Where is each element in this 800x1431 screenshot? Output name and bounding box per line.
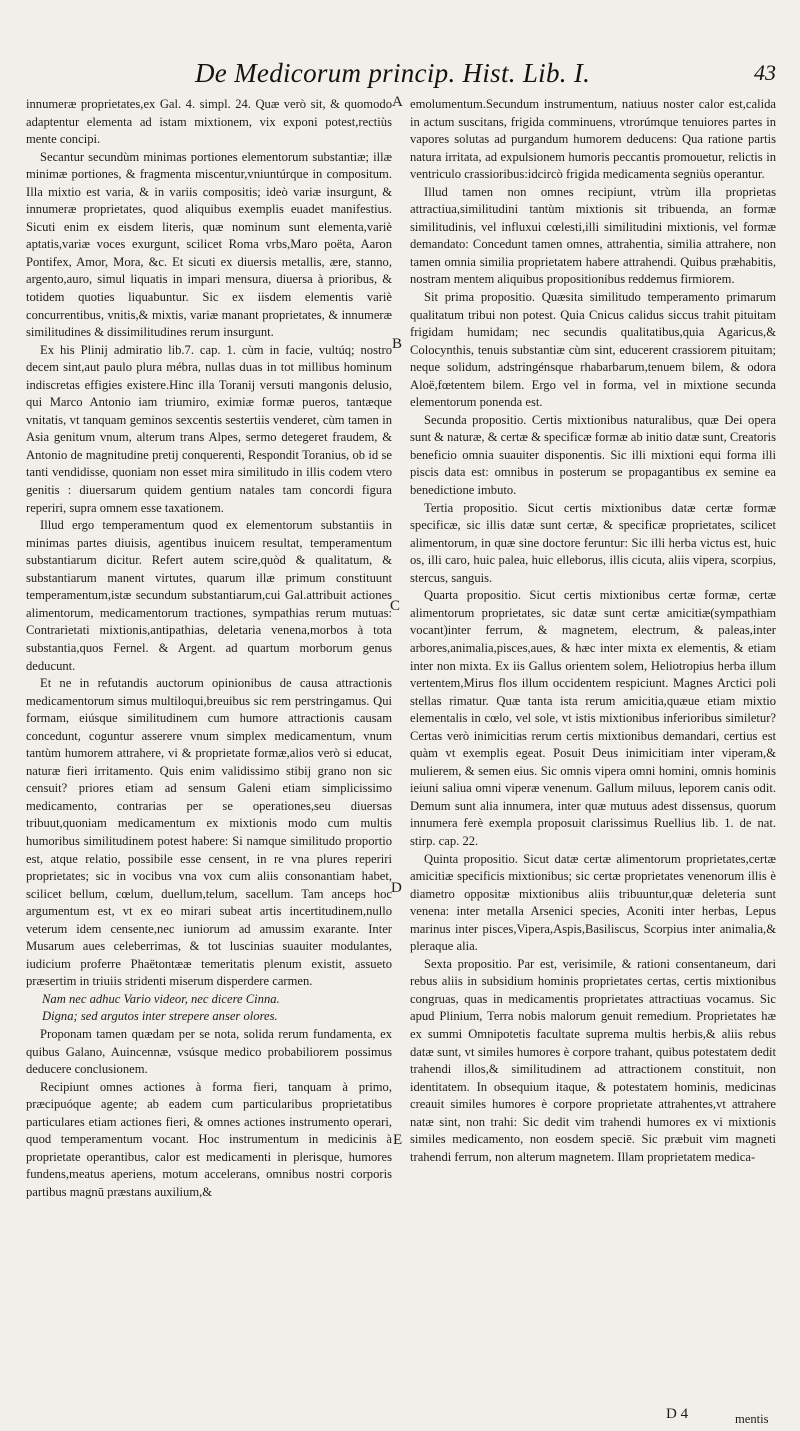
paragraph: Proponam tamen quædam per se nota, solida rerum fundamenta, ex quibus Galano, Auincennæ, vsúsque medico probabiliorem possimus deducere conclusionem. bbox=[26, 1026, 392, 1077]
page-number: 43 bbox=[754, 60, 776, 85]
signature-mark: D 4 bbox=[666, 1406, 689, 1422]
catchword: mentis bbox=[735, 1412, 769, 1426]
right-column bbox=[410, 96, 776, 1166]
paragraph: Illud tamen non omnes recipiunt, vtrùm illa proprietas attractiua,similitudini tantùm mixtionis sit tribuenda, an formæ similitudinis, vel influxui cœlesti,illi similitudini mixtionis, vel formæ demandato: Concedunt tamen omnes, attrahentia, similia attrahere, non tamen omnia similia proprietatem habere attrahendi. Quibus præhabitis, nostram mentem aliquibus propositionibus reddemus firmiorem. bbox=[410, 184, 776, 287]
margin-letter-d: D bbox=[391, 880, 402, 896]
paragraph: Et ne in refutandis auctorum opinionibus de causa attractionis medicamentorum simus multiloqui,breuibus sic rem perstringamus. Qui formam, eiúsque similitudinem cum humore attractionis causam concedunt, coguntur asserere vnum simplex medicamentum, vnum tantùm humorem attrahere, vi & proprietate formæ,alios verò si educat, naturæ fieri irritamento. Quis enim validissimo stibij grano non sic censuit? priores etiam ad sensum Galeni etiam simplicissimo medicamento, contrarias per se operationes,seu diuersas tribuut,quoniam medicamentum ex mixtionis modo cum multis humoribus similitudinem potest habere: Si namque similitudo proportio est, atque relatio, possibile esse censent, in re vna plures reperiri proprietates; sic in vocibus vna vox cum aliis consonantiam habet, scilicet bellum, cœlum, duellum,telum, sacellum. Tam anceps hoc argumentum est, vt ex eo mirari subeat artis incertitudinem,nullo veterum idem censente,nec iuniorum ad amussim exarante. Inter Musarum aues celeberrimas, & tot luscinias suauiter modulantes, iudicium proferre Phaëtontææ temeritatis plenum existit, assueto præsertim in triuiis stridenti miserum disperdere carmen. bbox=[26, 676, 392, 989]
paragraph: Recipiunt omnes actiones à forma fieri, tanquam à primo, præcipuóque agente; ab eadem cum particularibus proprietatibus particulares etiam actiones fieri, & omnes actiones instrumento operari, quod temperamentum vocant. Hoc instrumentum in medicinis à proprietate operantibus, calor est medicamenti in plerisque, humores fundens,meatus aperiens, motum accelerans, omnibus nostri corporis partibus magnū præstans auxilium,& bbox=[26, 1079, 392, 1199]
paragraph: Quarta propositio. Sicut certis mixtionibus certæ formæ, certæ alimentorum proprietates, sic datæ sunt certæ amicitiæ(sympathiam vocant)inter ferrum, & magnetem, electrum, & paleas,inter arbores,animalia,pisces,aues, & hæc inter mixta ex elementis, & etiam inter non mixta. Ex iis Gallus orientem solem, Heliotropius herba illum vertentem,Mirus flos illum occidentem respiciunt. Magnes Arctici poli stellas rimatur. Quæ tanta ista rerum amicitia,quæue etiam mixtio elementalis in cœlo, vel sole, vt istis mixtionibus inferioribus similetur? Certas verò inimicitias rerum certis mixtionibus demandari, certius est quàm vt exemplis egeat. Posuit Deus inimicitiam inter viperam,& mulierem, & semen eius. Sic omnis vipera omni homini, omnis hominis ieiuni saliua omni viperæ venenum. Gallum miluus, leporem canis odit. Demum sunt alia innumera, inter quæ mutuus adest dissensus, quorum innumera ferè exempla proposuit clarissimus Ruellius lib. 1. de nat. stirp. cap. 22. bbox=[410, 588, 776, 848]
paragraph: Quinta propositio. Sicut datæ certæ alimentorum proprietates,certæ amicitiæ specificis mixtionibus; sic certæ proprietates venenorum illis è diametro oppositæ mixtionibus aliis tribuuntur,quæ deleteria sunt venena: inter metalla Arsenici species, Aconiti inter herbas, Lepus marinus inter pisces,Vipera,Aspis,Basiliscus, Scorpius inter animalia,& pleraque alia. bbox=[410, 851, 776, 954]
paragraph: Sexta propositio. Par est, verisimile, & rationi consentaneum, dari rebus aliis in subsidium hominis proprietates certas, certis mixtionibus congruas, quas in medicamentis proprietates attractiuas vocamus. Sic apud Plinium, Terra nobis malorum genuit remedium. Proprietates hæ ex summi Omnipotetis facultate suprema multis herbis,& aliis rebus datæ sunt, vt similes humores è corpore trahant, quibus potestatem dedit trahendi illos,& similitudinem ad attractionem constituit, non identitatem. In obsequium itaque, & potestatem hominis, medicinas creauit similes humores è corpore proprietate attrahentes,vt attrahere natæ sint, non trahi: Sic dedit vim trahendi humores ex vi mixtionis similes medicamento, non eosdem speciē. Sic præbuit vim magneti trahendi ferrum, non alterum magnetem. Illam proprietatem medica- bbox=[410, 956, 776, 1164]
verse-quote: Nam nec adhuc Vario videor, nec dicere Cinna. bbox=[42, 991, 280, 1006]
column-gutter bbox=[400, 100, 401, 1400]
margin-letter-a: A bbox=[392, 94, 403, 110]
paragraph: Illud ergo temperamentum quod ex elementorum substantiis in minimas partes diuisis, agentibus inuicem resultat, temperamentum substantiarum dicitur. Refert autem scire,quòd & qualitatum, & substantiarum manent virtutes, quarum illæ primum constituunt temperamentum,istæ secundum substantiarum,cui Gal.attribuit actiones alimentorum, medicamentorum tractiones, sympathias rerum mutuas: Contrarietati mixtionis,antipathias, deletaria venena,morbos à tota substantia,quos Fernel. & Argent. ad quartum morborum genus deducunt. bbox=[26, 518, 392, 673]
margin-letter-c: C bbox=[390, 598, 401, 614]
paragraph: Ex his Plinij admiratio lib.7. cap. 1. cùm in facie, vultúq; nostro decem sint,aut paulo plura mébra, nullas duas in tot millibus hominum indiscretas effigies existere.Hinc illa Toranij versuti mangonis delusio, qui Marco Antonio iam triumiro, eximiæ formæ pueros, tantæque vnitatis, vt tanquam geminos sexcentis sestertiis venderet, cùm tamen in Asia genitum vnum, alterum trans Alpes, sermo detegeret fraudem, & Antonio de magnitudine pretij conquerenti, Respondit Toranius, ob id se tanti vendidisse, quoniam non esset mira similitudo in illis codem vtero genitis : diuersarum quidem gentium natales tam concordi figura reperiri, supra omnem esse taxationem. bbox=[26, 342, 392, 515]
paragraph: Tertia propositio. Sicut certis mixtionibus datæ certæ formæ specificæ, sic illis datæ sunt certæ, & specificæ proprietates, scilicet alimentorum, in quæ sine doctore feruntur: Sic illi herba victus est, huic os, illi caro, huic palea, huic elleborus, illis cicuta, aliis vipera, scorpius, stercus, sanguis. bbox=[410, 500, 776, 585]
page-header bbox=[0, 58, 800, 98]
paragraph: Secunda propositio. Certis mixtionibus naturalibus, quæ Dei opera sunt & naturæ, & certæ & specificæ formæ ab initio datæ sunt, Creatoris beneficio omnia suauiter disponentis. Sic illi mixtioni equi forma illi piscis data est: omnibus in posterum se propagantibus ex semine ea benedictione imbuto. bbox=[410, 412, 776, 498]
paragraph: innumeræ proprietates,ex Gal. 4. simpl. 24. Quæ verò sit, & quomodo adaptentur elementa ad istam mixtionem, vix exponi potest,rectiùs mente concipi. bbox=[26, 97, 392, 147]
margin-letter-b: B bbox=[392, 336, 403, 352]
paragraph: Sit prima propositio. Quæsita similitudo temperamento primarum qualitatum tribui non potest. Quia Cnicus calidus siccus trahit pituitam frigidam humidam; nec secundis qualitatibus,quia Agaricus,& Colocynthis, tenuis substantiæ cùm sint, educerent crassiorem pituitam; neque solidum, adstringénsque rhabarbarum,tenuem bilem, & odora Aloë,fœtentem bilem. Ergo vel in forma, vel in mixtione secunda elementorum ponenda est. bbox=[410, 290, 776, 410]
paragraph: Secantur secundùm minimas portiones elementorum substantiæ; illæ minimæ portiones, & fragmenta miscentur,vniuntúrque in compositum. Illa mixtio est varia, & in variis compositis; ideò variæ insurgunt, & innumeræ proprietates, quod aliquibus exemplis euadet manifestius. Sicuti enim ex eisdem literis, quæ nominum sunt elementa,variè aptatis,variæ voces exurgunt, scilicet Roma vrbs,Maro poëta, Aaron Pontifex, Amor, Mora, &c. Et sicuti ex diuersis metallis, ære, stanno, argento,auro, simul liquatis in impari mensura, diuersa à prioribus, & totidem quoties liquabuntur. Sic ex iisdem elementis variè concurrentibus, vnitis,& mixtis, variæ manant proprietates, & innumeræ similitudines & dissimilitudines rerum insurgunt. bbox=[26, 149, 392, 340]
verse-quote: Digna; sed argutos inter strepere anser olores. bbox=[42, 1009, 278, 1024]
running-title: De Medicorum princip. Hist. Lib. I. bbox=[195, 58, 591, 88]
margin-letter-e: E bbox=[393, 1132, 403, 1148]
paragraph: emolumentum.Secundum instrumentum, natiuus noster calor est,calida in actum suscitans, frigida comminuens, vtrorúmque tenuiores partes in vapores solutas ad purgandum humorem deducens: Qua ratione partis natura irritata, ad expulsionem humoris peccantis promouetur, relictis in ventriculo crassioribus:idcircò frigida medicamenta segniùs operantur. bbox=[410, 97, 776, 182]
left-column bbox=[26, 96, 392, 1201]
